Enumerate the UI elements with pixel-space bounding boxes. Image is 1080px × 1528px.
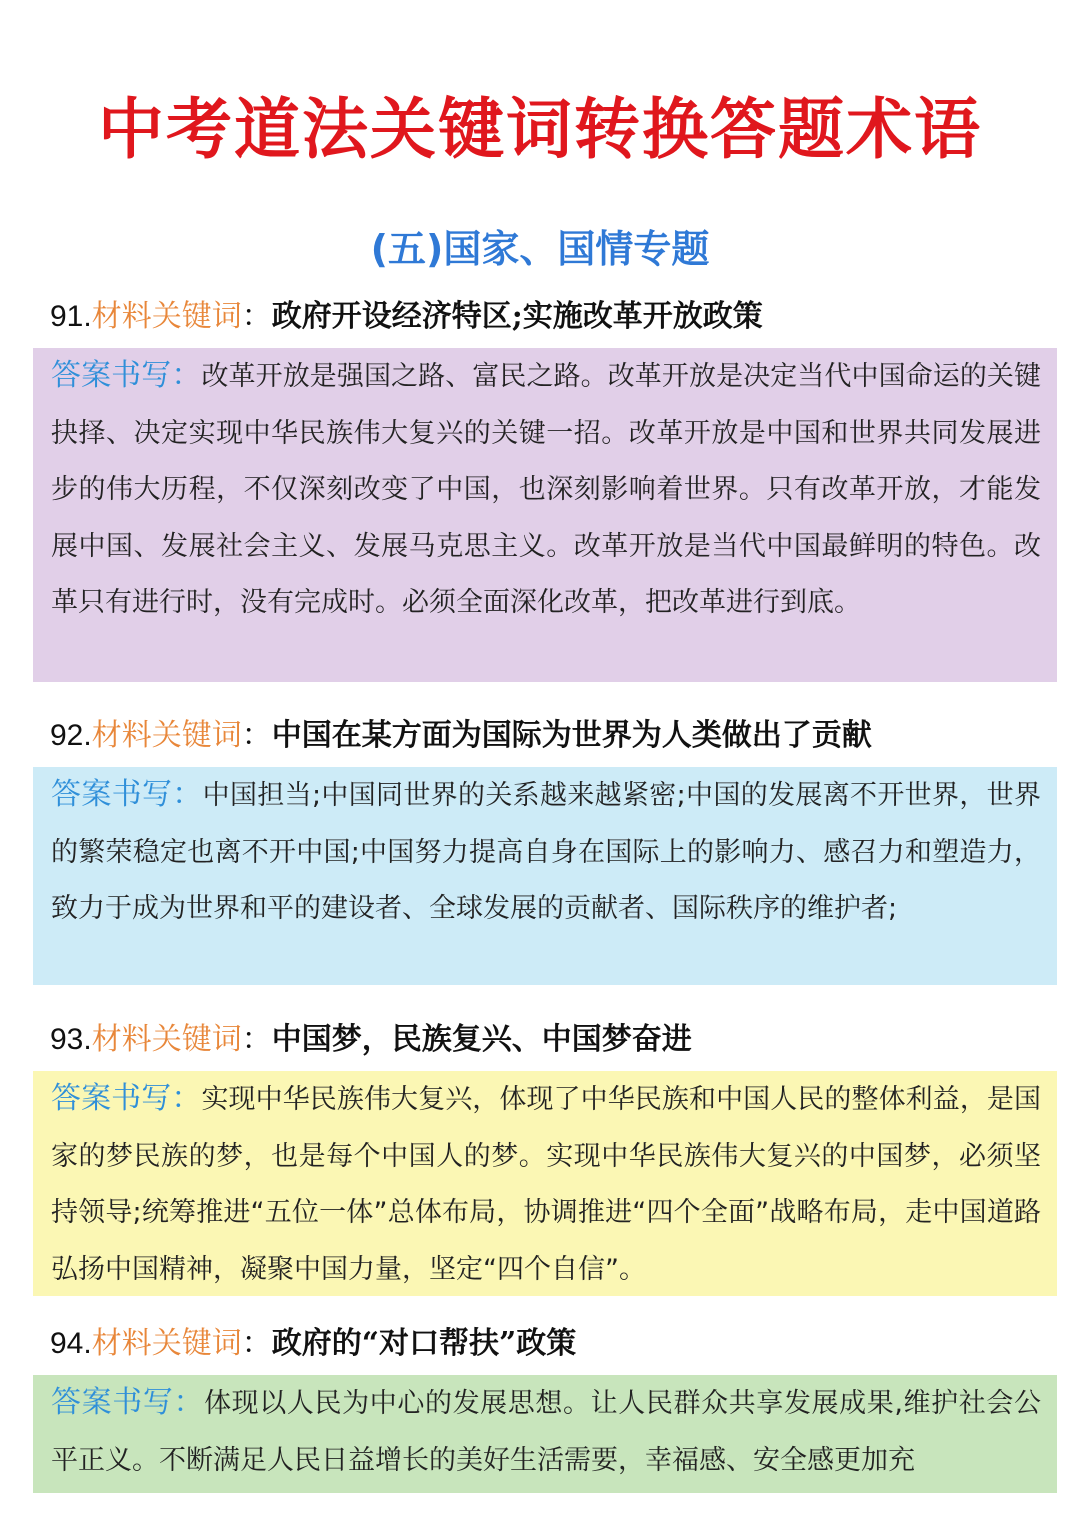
item-number: 92. xyxy=(50,719,92,752)
section-subtitle: (五)国家、国情专题 xyxy=(370,227,710,271)
keyword-text: 中国梦，民族复兴、中国梦奋进 xyxy=(271,1022,692,1057)
keyword-text: 政府的“对口帮扶”政策 xyxy=(271,1326,577,1361)
keyword-label: 材料关键词 xyxy=(91,299,242,334)
keyword-line-92 xyxy=(50,715,1050,757)
item-number: 93. xyxy=(50,1023,92,1056)
answer-text: 实现中华民族伟大复兴，体现了中华民族和中国人民的整体利益，是国家的梦民族的梦，也是每个中国人的梦。实现中华民族伟大复兴的中国梦，必须坚持领导;统筹推进“五位一体”总体布局，协调推进“四个全面”战略布局，走中国道路弘扬中国精神，凝聚中国力量，坚定“四个自信”。 xyxy=(51,1084,1042,1285)
answer-label: 答案书写： xyxy=(51,1385,205,1420)
keyword-label: 材料关键词 xyxy=(91,1326,242,1361)
keyword-colon: ： xyxy=(241,299,272,334)
keyword-colon: ： xyxy=(241,1326,272,1361)
answer-label: 答案书写： xyxy=(51,1081,202,1116)
page-title: 中考道法关键词转换答题术语 xyxy=(98,91,982,168)
keyword-colon: ： xyxy=(241,1022,272,1057)
keyword-colon: ： xyxy=(241,718,272,753)
answer-text: 中国担当;中国同世界的关系越来越紧密;中国的发展离不开世界，世界的繁荣稳定也离不开中国;中国努力提高自身在国际上的影响力、感召力和塑造力，致力于成为世界和平的建设者、全球发展的贡献者、国际秩序的维护者; xyxy=(51,780,1041,924)
answer-label: 答案书写： xyxy=(51,777,203,812)
answer-text: 体现以人民为中心的发展思想。让人民群众共享发展成果,维护社会公平正义。不断满足人民日益增长的美好生活需要，幸福感、安全感更加充 xyxy=(51,1388,1041,1476)
keyword-line-93 xyxy=(50,1019,1050,1061)
keyword-label: 材料关键词 xyxy=(91,718,242,753)
keyword-label: 材料关键词 xyxy=(91,1022,242,1057)
keyword-text: 政府开设经济特区;实施改革开放政策 xyxy=(271,299,763,334)
keyword-line-91 xyxy=(50,296,1050,338)
answer-box-94 xyxy=(33,1375,1057,1493)
answer-box-92 xyxy=(33,767,1057,985)
item-number: 94. xyxy=(50,1327,92,1360)
answer-box-93 xyxy=(33,1071,1057,1296)
answer-text: 改革开放是强国之路、富民之路。改革开放是决定当代中国命运的关键抉择、决定实现中华民族伟大复兴的关键一招。改革开放是中国和世界共同发展进步的伟大历程，不仅深刻改变了中国，也深刻影响着世界。只有改革开放，才能发展中国、发展社会主义、发展马克思主义。改革开放是当代中国最鲜明的特色。改革只有进行时，没有完成时。必须全面深化改革，把改革进行到底。 xyxy=(51,361,1042,618)
answer-label: 答案书写： xyxy=(51,358,202,393)
answer-box-91 xyxy=(33,348,1057,682)
keyword-text: 中国在某方面为国际为世界为人类做出了贡献 xyxy=(271,718,872,753)
keyword-line-94 xyxy=(50,1323,1050,1365)
item-number: 91. xyxy=(50,300,92,333)
